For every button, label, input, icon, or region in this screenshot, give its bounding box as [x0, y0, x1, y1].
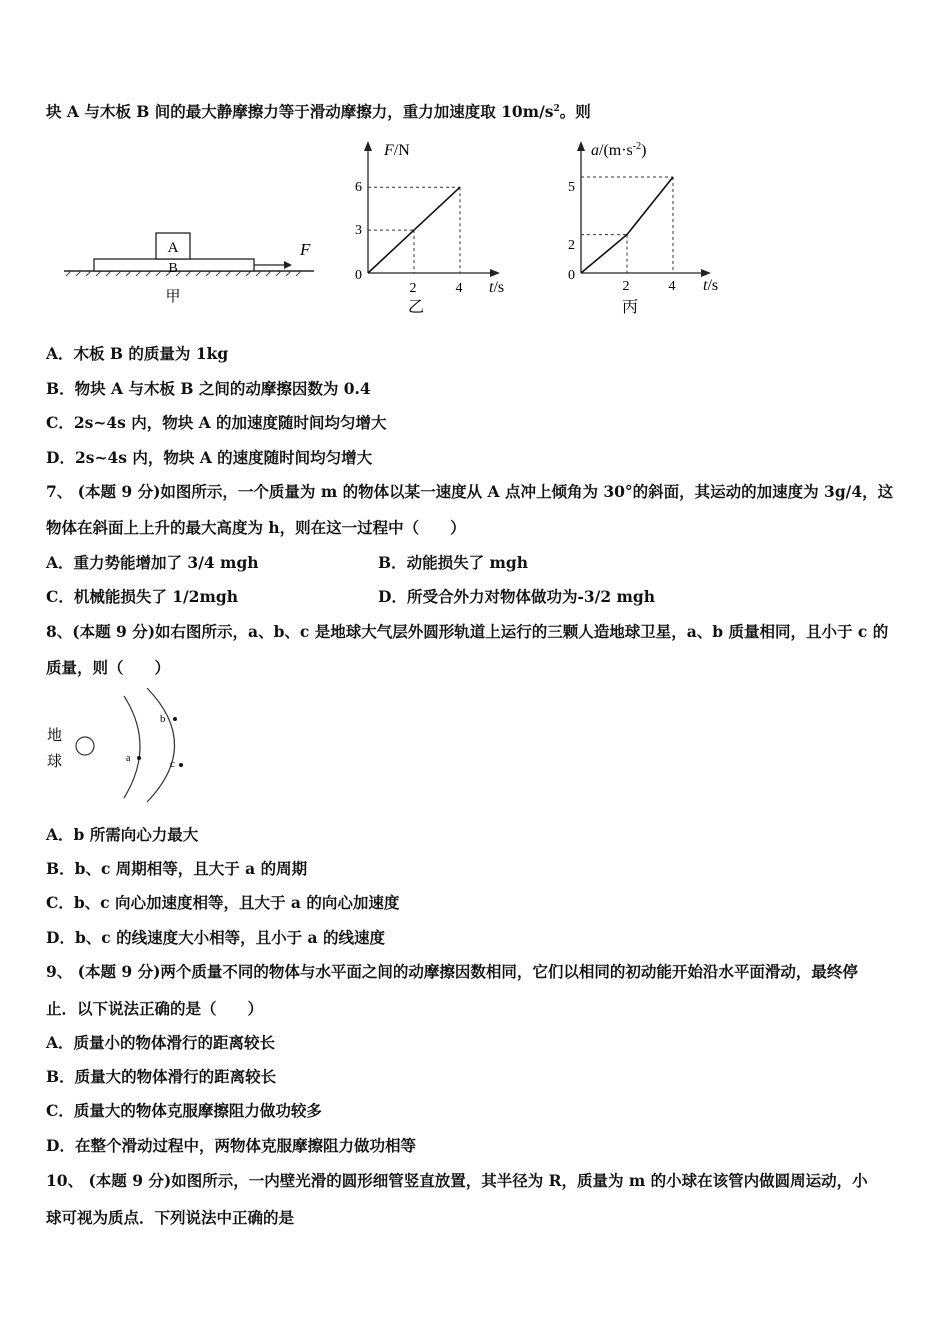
satellite-c: [179, 763, 183, 767]
svg-text:a/(m·s-2): $a/(m\cdot s^{-2})$: [591, 141, 647, 159]
y-tick-3: 3: [355, 223, 362, 238]
q9-option-c: C．质量大的物体克服摩擦阻力做功较多: [46, 1101, 322, 1120]
q10-stem-line2: 球可视为质点．下列说法中正确的是: [46, 1208, 295, 1227]
y-tick-5: 5: [568, 180, 575, 195]
figure-jia: [60, 225, 320, 315]
q7-stem-line1: 7、 (本题 9 分)如图所示，一个质量为 m 的物体以某一速度从 A 点冲上倾角为 30°的斜面，其运动的加速度为 3g/4，这: [46, 482, 894, 501]
q6-option-b: B．物块 A 与木板 B 之间的动摩擦因数为 0.4: [46, 379, 371, 398]
satellite-a: [137, 756, 141, 760]
q8-option-b: B．b、c 周期相等，且大于 a 的周期: [46, 859, 308, 878]
svg-text:乙: 乙: [407, 299, 425, 316]
svg-text:地: 地: [47, 728, 63, 744]
svg-text:B: B: [168, 261, 178, 276]
q7-option-a: A．重力势能增加了 3/4 mgh: [46, 553, 259, 572]
q6-option-a: A．木板 B 的质量为 1kg: [46, 344, 229, 363]
q7-option-c: C．机械能损失了 1/2mgh: [46, 587, 238, 606]
q6-option-c: C．2s~4s 内，物块 A 的加速度随时间均匀增大: [46, 413, 387, 432]
figure-satellites: [44, 688, 186, 804]
q8-stem-line1: 8、(本题 9 分)如右图所示，a、b、c 是地球大气层外圆形轨道上运行的三颗人造地球卫星，a、b 质量相同，且小于 c 的: [46, 622, 889, 641]
intro-line: 块 A 与木板 B 间的最大静摩擦力等于滑动摩擦力，重力加速度取 $10m/s^2$。则: [46, 102, 591, 121]
q6-option-d: D．2s~4s 内，物块 A 的速度随时间均匀增大: [46, 448, 373, 467]
svg-text:0: 0: [355, 268, 362, 283]
q9-stem-line1: 9、 (本题 9 分)两个质量不同的物体与水平面之间的动摩擦因数相同，它们以相同的初动能开始沿水平面滑动，最终停: [46, 962, 858, 981]
y-tick-6: 6: [355, 180, 362, 195]
x-tick-2: 2: [622, 279, 630, 294]
q8-option-a: A．b 所需向心力最大: [46, 825, 199, 844]
x-tick-4: 4: [668, 279, 676, 294]
figure-bing: [545, 135, 745, 320]
q7-stem-line2: 物体在斜面上上升的最大高度为 h，则在这一过程中（ ）: [46, 518, 466, 537]
svg-text:a: a: [126, 753, 131, 764]
svg-text:F: F: [300, 240, 311, 259]
svg-text:t/s: t/s: [703, 277, 719, 294]
orbit-bc: [147, 688, 175, 802]
satellite-b: [173, 717, 177, 721]
svg-text:t/s: t/s: [489, 279, 505, 296]
x-tick-4: 4: [455, 281, 463, 296]
svg-text:A: A: [167, 240, 179, 256]
q8-option-c: C．b、c 向心加速度相等，且大于 a 的向心加速度: [46, 893, 400, 912]
svg-text:甲: 甲: [165, 289, 181, 305]
svg-text:F/N: F/N: [384, 142, 410, 159]
q8-stem-line2: 质量，则（ ）: [46, 658, 171, 677]
y-tick-2: 2: [568, 238, 575, 253]
svg-text:球: 球: [47, 754, 63, 770]
svg-text:c: c: [170, 758, 175, 770]
q7-option-d: D．所受合外力对物体做功为-3/2 mgh: [378, 587, 656, 606]
q9-option-d: D．在整个滑动过程中，两物体克服摩擦阻力做功相等: [46, 1136, 416, 1155]
earth-circle: [76, 737, 94, 755]
svg-text:0: 0: [568, 268, 575, 283]
svg-text:丙: 丙: [621, 299, 639, 316]
svg-text:b: b: [160, 713, 166, 725]
q9-stem-line2: 止．以下说法正确的是（ ）: [46, 999, 264, 1018]
q8-option-d: D．b、c 的线速度大小相等，且小于 a 的线速度: [46, 928, 385, 947]
q10-stem-line1: 10、 (本题 9 分)如图所示，一内壁光滑的圆形细管竖直放置，其半径为 R，质量为 m 的小球在该管内做圆周运动，小: [46, 1171, 868, 1190]
q9-option-a: A．质量小的物体滑行的距离较长: [46, 1033, 276, 1052]
x-tick-2: 2: [409, 281, 417, 296]
q9-option-b: B．质量大的物体滑行的距离较长: [46, 1067, 277, 1086]
figure-yi: [340, 135, 540, 320]
q7-option-b: B．动能损失了 mgh: [378, 553, 529, 572]
orbit-a: [124, 696, 140, 798]
